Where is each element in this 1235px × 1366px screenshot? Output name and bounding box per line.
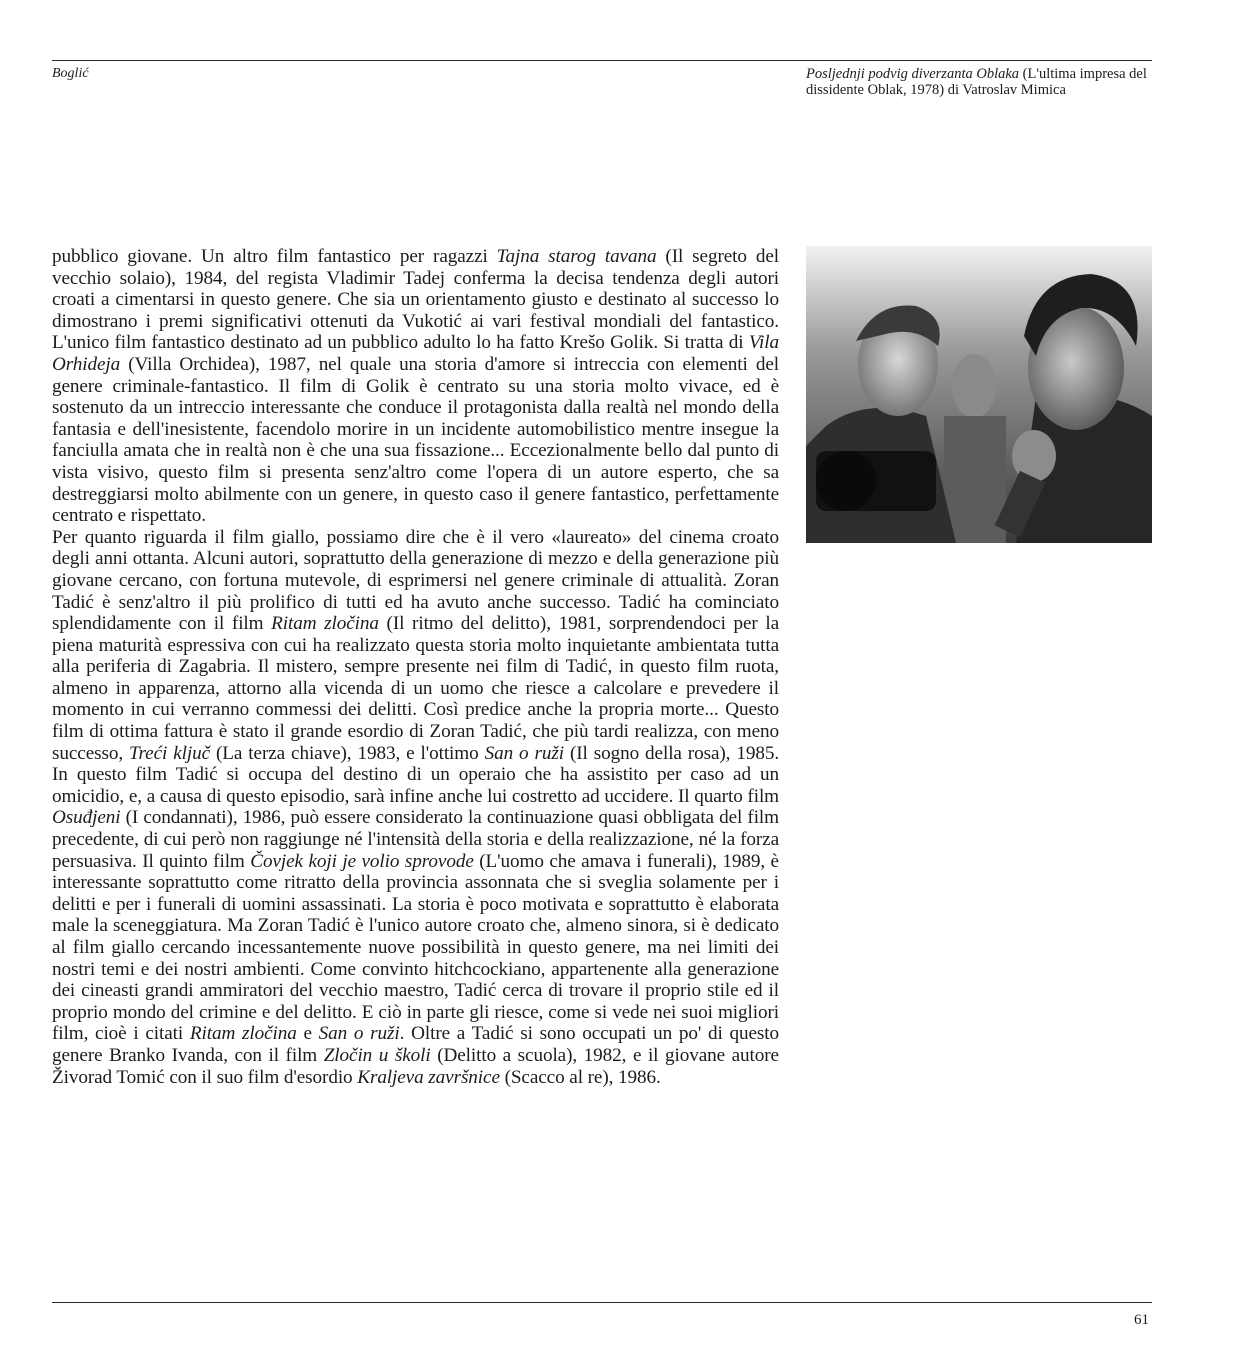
film-title: Kraljeva završnice	[357, 1066, 500, 1088]
caption-text: (L'ultima impresa del dissidente Oblak, 1978) di Vatroslav Mimica	[806, 66, 1147, 98]
text-run: (Villa Orchidea), 1987, nel quale una storia d'amore si intreccia con elementi del genere criminale-fantastico. Il film di Golik è centrato su una storia molto vivace, ed è sostenuto da un intreccio interessante che conduce il protagonista dalla realtà nel mondo della fantasia e dell'inesistente, facendolo morire in un incidente automobilistico mentre insegue la fanciulla amata che in realtà non è che una sua fissazione... Eccezionalmente bello dal punto di vista visivo, questo film si presenta senz'altro come l'opera di un autore esperto, che sa destreggiarsi molto abilmente con un genere, in questo caso il genere fantastico, perfettamente centrato e rispettato.	[52, 353, 779, 527]
text-run: (I condannati), 1986, può essere considerato la continuazione quasi obbligata del film precedente, di cui però non raggiunge né l'intensità della storia e della realizzazione, né la forza persuasiva. Il quinto film	[52, 807, 779, 872]
film-title: Zločin u školi	[323, 1044, 431, 1066]
header-rule	[52, 60, 1152, 61]
film-still-photo	[806, 246, 1152, 543]
body-paragraph-1	[52, 246, 779, 527]
film-title: Ritam zločina	[271, 613, 379, 635]
text-run: . Oltre a Tadić si sono occupati un po' di questo genere Branko Ivanda, con il film	[52, 1023, 780, 1066]
running-head-author: Boglić	[52, 66, 89, 81]
film-title: Ritam zločina	[189, 1023, 297, 1045]
page-number: 61	[1134, 1312, 1149, 1328]
film-title: Osuđjeni	[52, 807, 121, 829]
text-run: (Scacco al re), 1986.	[499, 1066, 661, 1088]
text-run: (Il segreto del vecchio solaio), 1984, del regista Vladimir Tadej conferma la decisa tendenza degli autori croati a cimentarsi in questo genere. Che sia un orientamento giusto e destinato al successo lo dimostrano i premi significativi ottenuti da Vukotić ai vari festival mondiali del fantastico. L'unico film fantastico destinato ad un pubblico adulto lo ha fatto Krešo Golik. Si tratta di	[52, 246, 779, 354]
article-body	[52, 246, 779, 1088]
photo-caption	[806, 66, 1156, 98]
text-run: (L'uomo che amava i funerali), 1989, è interessante soprattutto come ritratto della provincia assonnata che si sveglia solamente per i delitti e per i funerali di uomini assassinati. La storia è poco motivata e soprattutto è elaborata male la sceneggiatura. Ma Zoran Tadić è l'unico autore croato che, almeno sinora, si è dedicato al film giallo cercando incessantemente nuove possibilità in questo genere, ma nei limiti dei nostri temi e dei nostri ambienti. Come convinto hitchcockiano, appartenente alla generazione dei cineasti grandi ammiratori del vecchio maestro, Tadić cerca di trovare il proprio stile ed il proprio mondo del crimine e del delitto. E ciò in parte gli riesce, come si vede nei suoi migliori film, cioè i citati	[52, 850, 779, 1045]
text-run: Per quanto riguarda il film giallo, possiamo dire che è il vero «laureato» del cinema croato degli anni ottanta. Alcuni autori, soprattutto della generazione di mezzo e della generazione più giovane cercano, con fortuna mutevole, di esprimersi nel genere criminale di attualità. Zoran Tadić è senz'altro il più prolifico di tutti ed ha avuto anche successo. Tadić ha cominciato splendidamente con il film	[52, 526, 779, 635]
footer-rule	[52, 1302, 1152, 1303]
caption-film-title: Posljednji podvig diverzanta Oblaka	[806, 66, 1020, 82]
text-run: pubblico giovane. Un altro film fantastico per ragazzi	[52, 246, 497, 267]
film-title: Čovjek koji je volio sprovode	[250, 850, 474, 872]
body-paragraph-2	[52, 527, 779, 1088]
film-title: San o ruži	[484, 742, 564, 764]
film-title: San o ruži	[318, 1023, 400, 1045]
text-run: e	[296, 1023, 319, 1045]
film-title: Tajna starog tavana	[496, 246, 657, 267]
text-run: (Il ritmo del delitto), 1981, sorprendendoci per la piena maturità espressiva con cui ha realizzato questa storia molto inquietante ambientata tutta alla periferia di Zagabria. Il mistero, sempre presente nei film di Tadić, in questo film ruota, almeno in apparenza, attorno alla vicenda di un uomo che riesce a calcolare e prevedere il momento in cui verranno commessi dei delitti. Così predice anche la propria morte... Questo film di ottima fattura è stato il grande esordio di Zoran Tadić, che più tardi realizza, con meno successo,	[52, 613, 780, 764]
text-run: (La terza chiave), 1983, e l'ottimo	[210, 742, 485, 764]
film-title: Treći ključ	[129, 742, 211, 764]
text-run: (Il sogno della rosa), 1985. In questo film Tadić si occupa del destino di un operaio che ha assistito per caso ad un omicidio, e, a causa di questo episodio, sarà infine anche lui costretto ad uccidere. Il quarto film	[52, 742, 780, 807]
text-run: (Delitto a scuola), 1982, e il giovane autore Živorad Tomić con il suo film d'esordio	[52, 1044, 779, 1088]
film-title: Vila Orhideja	[52, 332, 779, 375]
